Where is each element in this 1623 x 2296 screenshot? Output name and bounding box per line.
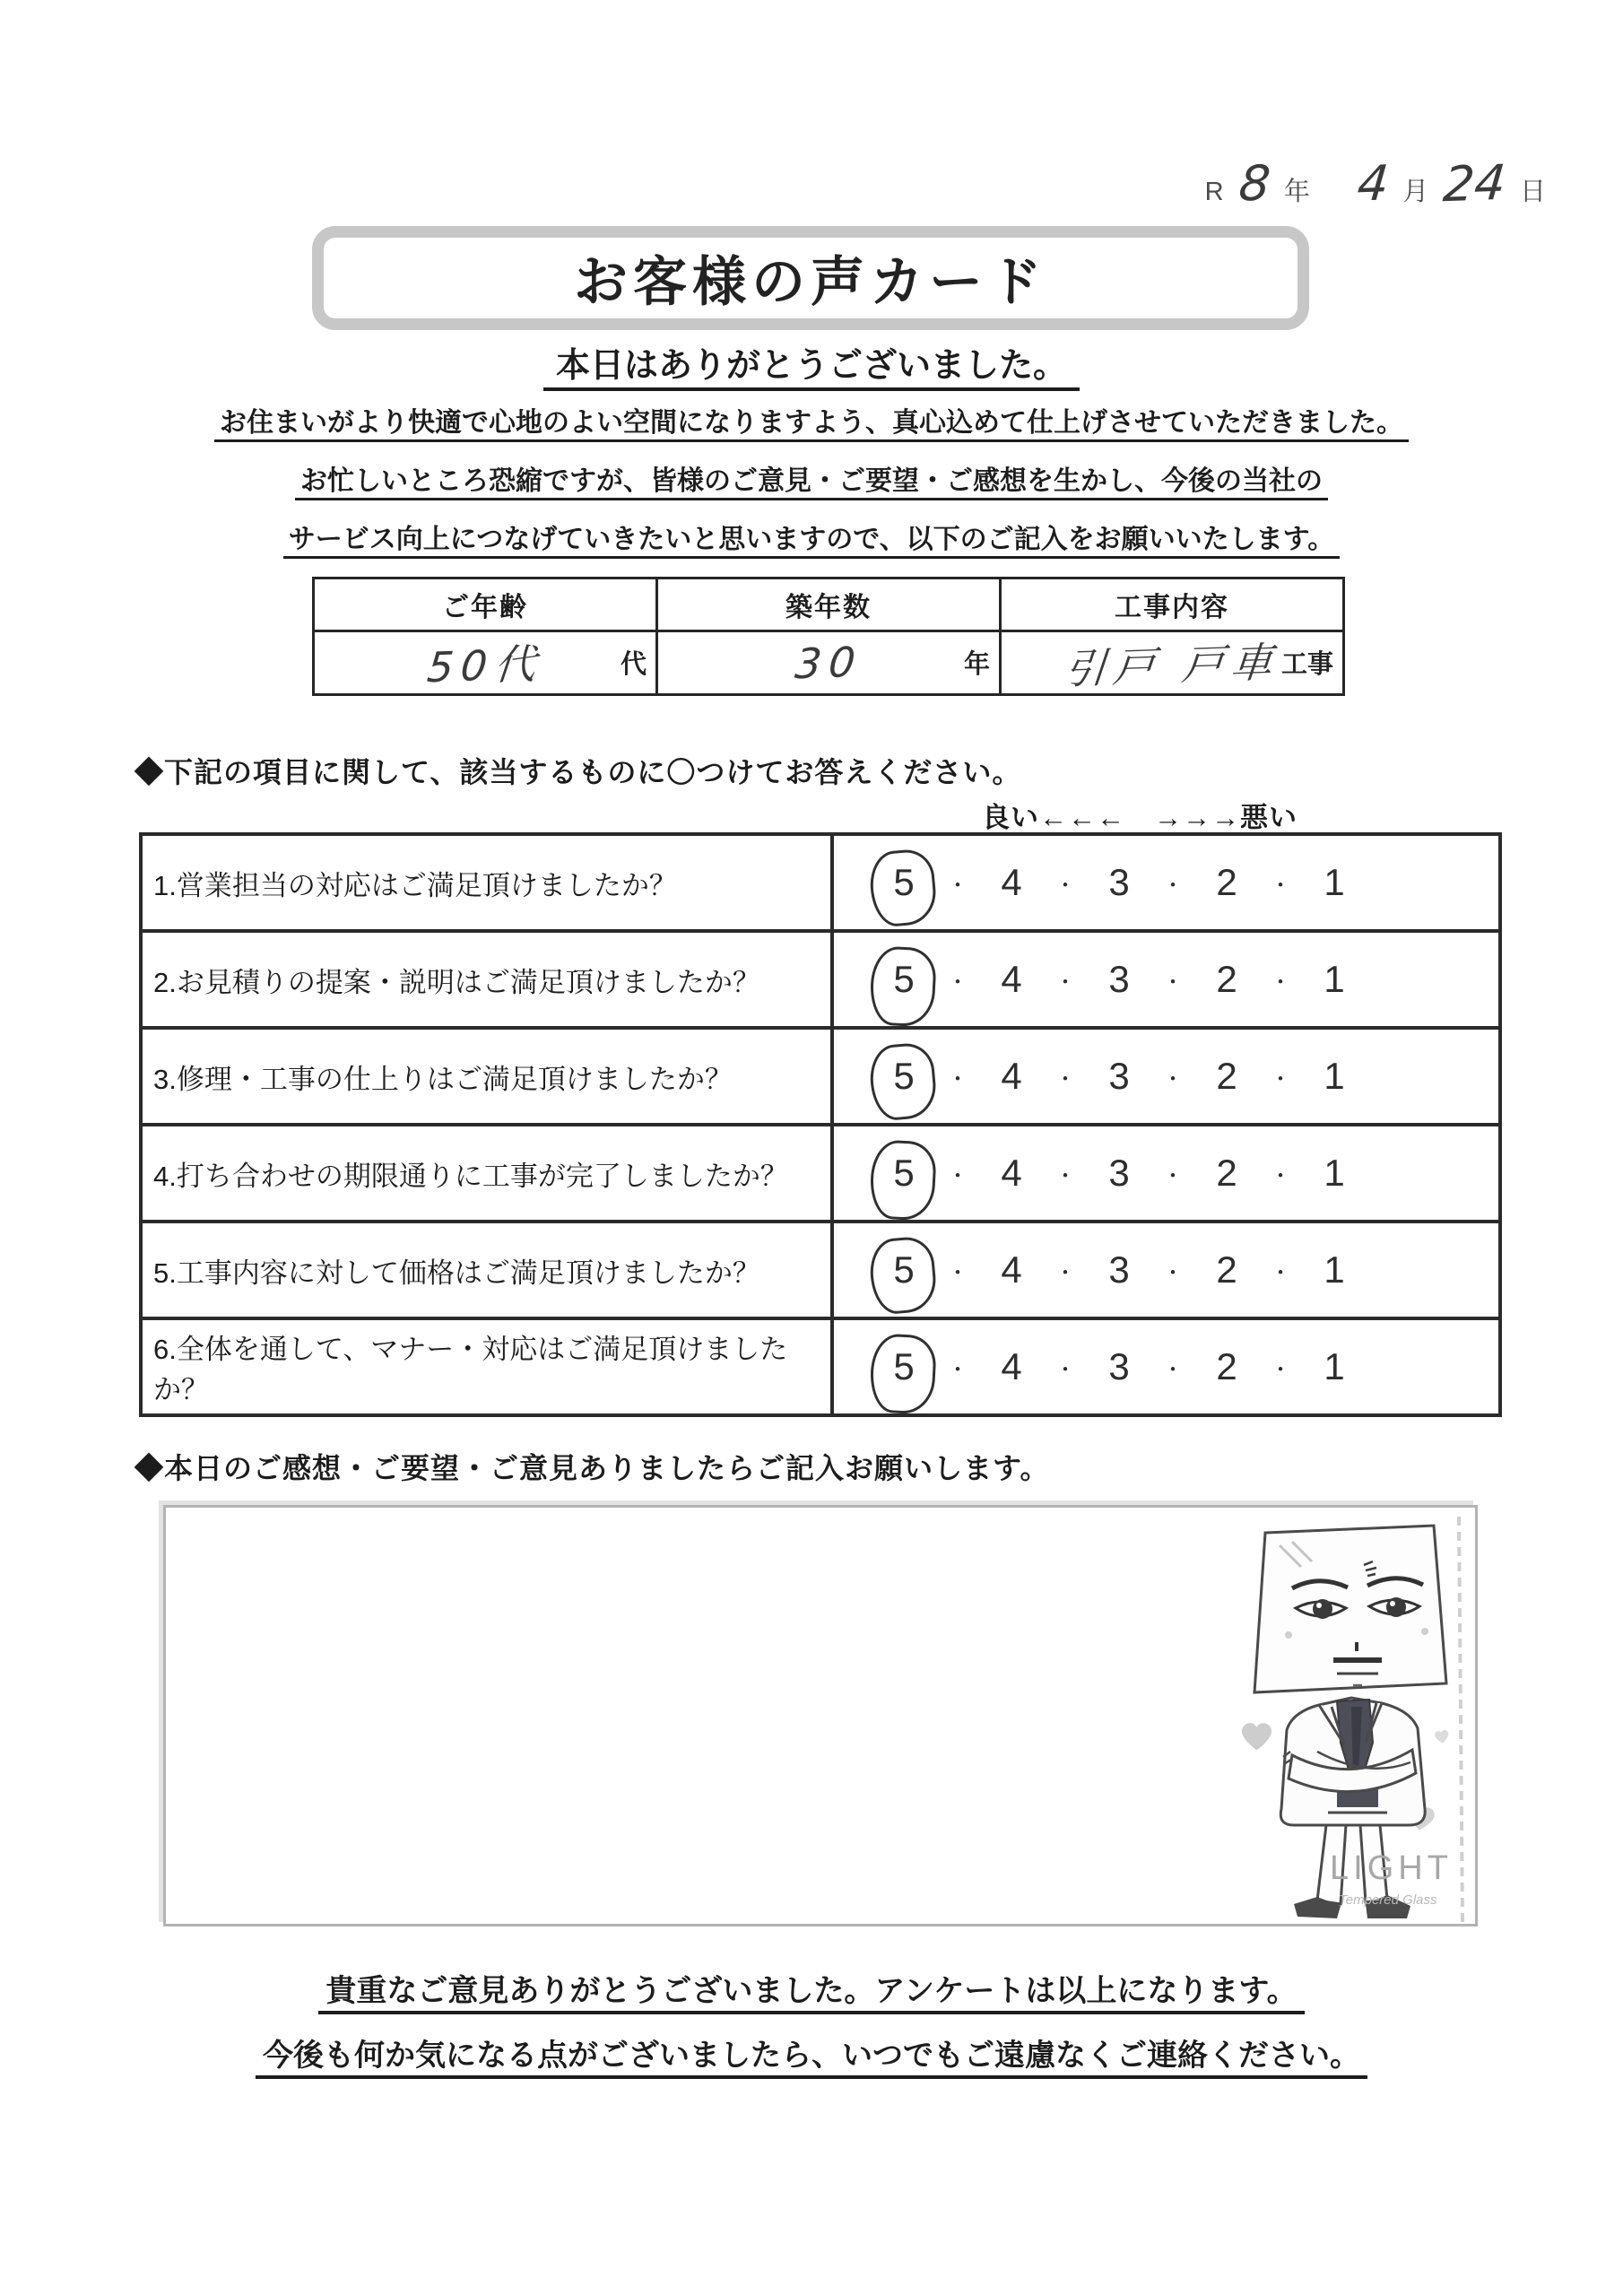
footer-line bbox=[0, 1966, 1623, 2010]
rating-cell bbox=[832, 1222, 1500, 1318]
rating-option-2[interactable]: 2 bbox=[1216, 1152, 1237, 1194]
survey-row bbox=[141, 1125, 1500, 1222]
rating-dot: ・ bbox=[947, 1163, 968, 1188]
info-header-age: ご年齢 bbox=[314, 578, 657, 631]
rating-option-2[interactable]: 2 bbox=[1216, 1345, 1237, 1387]
mascot-brand-name: LIGHT bbox=[1330, 1849, 1453, 1887]
question-label: 2.お見積りの提案・説明はご満足頂けましたか？ bbox=[141, 931, 832, 1028]
mascot-pupil bbox=[1313, 1599, 1332, 1619]
mascot-pupil-highlight bbox=[1390, 1601, 1395, 1606]
title-box bbox=[312, 226, 1309, 330]
age-value-handwritten: 50代 bbox=[424, 639, 545, 692]
rating-dot: ・ bbox=[1055, 1260, 1076, 1285]
month-suffix: 月 bbox=[1402, 178, 1430, 206]
rating-option-1[interactable]: 1 bbox=[1324, 1248, 1345, 1291]
cheek-dot bbox=[1421, 1628, 1428, 1635]
page-title: お客様の声カード bbox=[574, 252, 1047, 312]
heart-icon bbox=[1242, 1723, 1271, 1750]
era-label: R bbox=[1204, 178, 1225, 206]
rating-dot: ・ bbox=[1270, 1163, 1291, 1188]
survey-row bbox=[141, 1222, 1500, 1318]
rating-dot: ・ bbox=[1162, 873, 1184, 898]
survey-row bbox=[141, 1028, 1500, 1125]
heart-icon bbox=[1434, 1729, 1450, 1744]
rating-option-1[interactable]: 1 bbox=[1324, 958, 1345, 1000]
mascot-brand-caption: Tempered Glass bbox=[1339, 1892, 1437, 1908]
age-unit-label: 代 bbox=[620, 650, 647, 679]
rating-option-1[interactable]: 1 bbox=[1324, 1345, 1345, 1387]
rating-option-3[interactable]: 3 bbox=[1108, 1055, 1130, 1097]
rating-option-3[interactable]: 3 bbox=[1108, 1152, 1130, 1194]
rating-dot: ・ bbox=[947, 1066, 968, 1091]
survey-table bbox=[139, 832, 1502, 1417]
rating-dot: ・ bbox=[1270, 1357, 1291, 1382]
rating-option-4[interactable]: 4 bbox=[1001, 958, 1022, 1000]
rating-option-1[interactable]: 1 bbox=[1324, 861, 1345, 903]
rating-option-5[interactable]: 5 bbox=[884, 1152, 924, 1195]
rating-dot: ・ bbox=[947, 970, 968, 995]
cheek-dot bbox=[1285, 1631, 1292, 1639]
question-label: 3.修理・工事の仕上りはご満足頂けましたか？ bbox=[141, 1028, 832, 1125]
rating-option-3[interactable]: 3 bbox=[1108, 1248, 1130, 1291]
building-age-unit-label: 年 bbox=[963, 650, 990, 679]
date-line bbox=[1204, 153, 1547, 213]
rating-option-5[interactable]: 5 bbox=[884, 958, 924, 1001]
info-value-row bbox=[314, 631, 1344, 695]
info-header-work-content: 工事内容 bbox=[1001, 578, 1344, 631]
rating-option-2[interactable]: 2 bbox=[1216, 1248, 1237, 1291]
survey-row bbox=[141, 1318, 1500, 1415]
rating-dot: ・ bbox=[1270, 970, 1291, 995]
rating-dot: ・ bbox=[1162, 1357, 1184, 1382]
rating-dot: ・ bbox=[1055, 1357, 1076, 1382]
mascot-pupil bbox=[1386, 1597, 1406, 1617]
survey-row bbox=[141, 931, 1500, 1028]
rating-dot: ・ bbox=[1162, 970, 1184, 995]
rating-dot: ・ bbox=[1270, 873, 1291, 898]
rating-dot: ・ bbox=[1162, 1260, 1184, 1285]
rating-option-5[interactable]: 5 bbox=[884, 861, 924, 904]
subtitle bbox=[0, 337, 1623, 387]
rating-option-4[interactable]: 4 bbox=[1001, 1152, 1022, 1194]
intro-line-text: お住まいがより快適で心地のよい空間になりますよう、真心込めて仕上げさせていただきました。 bbox=[214, 408, 1409, 442]
day-suffix: 日 bbox=[1519, 178, 1547, 206]
rating-option-2[interactable]: 2 bbox=[1216, 861, 1237, 903]
rating-option-4[interactable]: 4 bbox=[1001, 1248, 1022, 1291]
rating-dot: ・ bbox=[1055, 873, 1076, 898]
rating-option-3[interactable]: 3 bbox=[1108, 861, 1130, 903]
intro-paragraphs bbox=[0, 400, 1623, 575]
footer-line-text: 貴重なご意見ありがとうございました。アンケートは以上になります。 bbox=[318, 1974, 1304, 2014]
survey-instruction: ◆下記の項目に関して、該当するものに〇つけてお答えください。 bbox=[135, 756, 1022, 788]
intro-line bbox=[0, 517, 1623, 556]
intro-line bbox=[0, 458, 1623, 498]
subtitle-text: 本日はありがとうございました。 bbox=[543, 347, 1080, 391]
info-header-building-age: 築年数 bbox=[657, 578, 1001, 631]
question-label: 4.打ち合わせの期限通りに工事が完了しましたか？ bbox=[141, 1125, 832, 1222]
rating-option-5[interactable]: 5 bbox=[884, 1345, 924, 1388]
year-value-handwritten[interactable]: 8 bbox=[1236, 154, 1272, 213]
rating-option-2[interactable]: 2 bbox=[1216, 958, 1237, 1000]
work-content-field[interactable] bbox=[1001, 631, 1344, 695]
rating-dot: ・ bbox=[1162, 1066, 1184, 1091]
building-age-value-handwritten: 30 bbox=[793, 637, 864, 689]
rating-scale bbox=[884, 958, 1497, 1001]
rating-option-3[interactable]: 3 bbox=[1108, 958, 1130, 1000]
rating-option-4[interactable]: 4 bbox=[1001, 1055, 1022, 1097]
rating-dot: ・ bbox=[947, 1357, 968, 1382]
rating-dot: ・ bbox=[1270, 1260, 1291, 1285]
rating-option-5[interactable]: 5 bbox=[884, 1248, 924, 1292]
rating-dot: ・ bbox=[1055, 1163, 1076, 1188]
question-label: 1.営業担当の対応はご満足頂けましたか？ bbox=[141, 834, 832, 931]
age-field[interactable] bbox=[314, 631, 657, 695]
rating-scale bbox=[884, 1248, 1497, 1292]
rating-dot: ・ bbox=[947, 873, 968, 898]
rating-option-1[interactable]: 1 bbox=[1324, 1055, 1345, 1097]
rating-dot: ・ bbox=[1162, 1163, 1184, 1188]
rating-cell bbox=[832, 1318, 1500, 1415]
scale-label: 良い←←← →→→悪い bbox=[982, 802, 1298, 833]
survey-row bbox=[141, 834, 1500, 931]
rating-option-2[interactable]: 2 bbox=[1216, 1055, 1237, 1097]
rating-cell bbox=[832, 1028, 1500, 1125]
rating-dot: ・ bbox=[1055, 970, 1076, 995]
month-value-handwritten[interactable]: 4 bbox=[1355, 154, 1392, 213]
comment-text-area[interactable] bbox=[184, 1522, 1215, 1909]
comment-box[interactable] bbox=[163, 1505, 1478, 1926]
mascot-illustration bbox=[1233, 1517, 1470, 1922]
year-suffix: 年 bbox=[1283, 178, 1311, 206]
mascot-pupil-highlight bbox=[1316, 1603, 1322, 1608]
question-label: 5.工事内容に対して価格はご満足頂けましたか？ bbox=[141, 1222, 832, 1318]
rating-dot: ・ bbox=[947, 1260, 968, 1285]
rating-option-3[interactable]: 3 bbox=[1108, 1345, 1130, 1387]
rating-scale bbox=[884, 1055, 1497, 1098]
intro-line bbox=[0, 400, 1623, 439]
rating-scale bbox=[884, 861, 1497, 904]
intro-line-text: サービス向上につなげていきたいと思いますので、以下のご記入をお願いいたします。 bbox=[283, 525, 1340, 559]
intro-line-text: お忙しいところ恐縮ですが、皆様のご意見・ご要望・ご感想を生かし、今後の当社の bbox=[295, 466, 1328, 500]
rating-option-5[interactable]: 5 bbox=[884, 1055, 924, 1098]
rating-option-4[interactable]: 4 bbox=[1001, 1345, 1022, 1387]
info-header-row bbox=[314, 578, 1344, 631]
info-table bbox=[312, 577, 1345, 696]
building-age-field[interactable] bbox=[657, 631, 1001, 695]
rating-cell bbox=[832, 1125, 1500, 1222]
footer-line bbox=[0, 2031, 1623, 2074]
day-value-handwritten[interactable]: 24 bbox=[1441, 153, 1508, 213]
footer bbox=[0, 1966, 1623, 2095]
rating-cell bbox=[832, 834, 1500, 931]
rating-scale bbox=[884, 1345, 1497, 1388]
footer-line-text: 今後も何か気になる点がございましたら、いつでもご遠慮なくご連絡ください。 bbox=[256, 2039, 1367, 2079]
work-content-value-handwritten: 引戸 戸車 bbox=[1062, 637, 1281, 694]
work-content-unit-label: 工事 bbox=[1280, 650, 1333, 679]
scan-artifact-line bbox=[1459, 1517, 1462, 1922]
comment-heading: ◆本日のご感想・ご要望・ご意見ありましたらご記入お願いします。 bbox=[135, 1452, 1050, 1484]
rating-option-4[interactable]: 4 bbox=[1001, 861, 1022, 903]
rating-scale bbox=[884, 1152, 1497, 1195]
rating-dot: ・ bbox=[1270, 1066, 1291, 1091]
rating-dot: ・ bbox=[1055, 1066, 1076, 1091]
rating-option-1[interactable]: 1 bbox=[1324, 1152, 1345, 1194]
rating-cell bbox=[832, 931, 1500, 1028]
question-label: 6.全体を通して、マナー・対応はご満足頂けましたか？ bbox=[141, 1318, 832, 1415]
